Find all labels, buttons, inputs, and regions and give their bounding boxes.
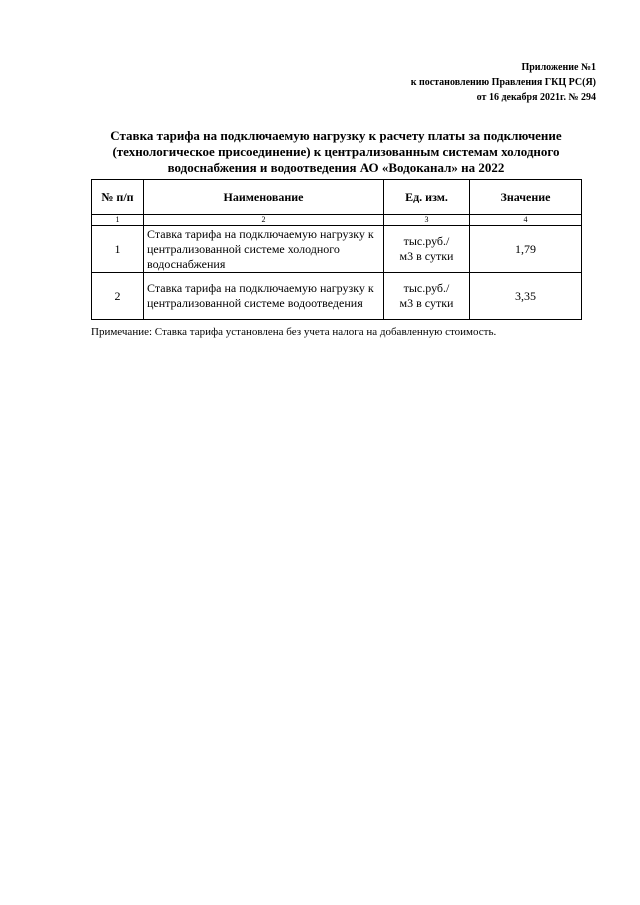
row-value: 1,79 xyxy=(470,226,582,273)
document-title xyxy=(88,128,584,176)
row-unit xyxy=(384,226,470,273)
table-row xyxy=(92,226,582,273)
row-unit-line: м3 в сутки xyxy=(399,296,454,310)
row-unit-line: м3 в сутки xyxy=(399,249,454,263)
row-number: 1 xyxy=(92,226,144,273)
document-title-line: водоснабжения и водоотведения АО «Водоканал» на 2022 xyxy=(167,160,505,175)
column-header-unit: Ед. изм. xyxy=(384,180,470,215)
table-header-row xyxy=(92,180,582,215)
appendix-number: Приложение №1 xyxy=(521,62,596,73)
column-number-row xyxy=(92,215,582,226)
column-header-value: Значение xyxy=(470,180,582,215)
column-number: 2 xyxy=(144,215,384,226)
row-name: Ставка тарифа на подключаемую нагрузку к централизованной системе холодного водоснабжения xyxy=(144,226,384,273)
appendix-reference: к постановлению Правления ГКЦ РС(Я) xyxy=(410,77,596,88)
row-unit xyxy=(384,273,470,320)
row-unit-line: тыс.руб./ xyxy=(403,234,450,248)
column-header-number: № п/п xyxy=(92,180,144,215)
appendix-header xyxy=(296,60,596,105)
row-value: 3,35 xyxy=(470,273,582,320)
row-number: 2 xyxy=(92,273,144,320)
row-unit-line: тыс.руб./ xyxy=(403,281,450,295)
row-name: Ставка тарифа на подключаемую нагрузку к централизованной системе водоотведения xyxy=(144,273,384,320)
appendix-date: от 16 декабря 2021г. № 294 xyxy=(476,92,596,103)
column-number: 4 xyxy=(470,215,582,226)
tariff-table xyxy=(91,179,582,320)
column-header-name: Наименование xyxy=(144,180,384,215)
document-title-line: (технологическое присоединение) к централизованным системам холодного xyxy=(112,144,560,159)
table-row xyxy=(92,273,582,320)
footnote: Примечание: Ставка тарифа установлена без учета налога на добавленную стоимость. xyxy=(91,326,497,338)
column-number: 3 xyxy=(384,215,470,226)
column-number: 1 xyxy=(92,215,144,226)
document-title-line: Ставка тарифа на подключаемую нагрузку к расчету платы за подключение xyxy=(110,128,562,143)
